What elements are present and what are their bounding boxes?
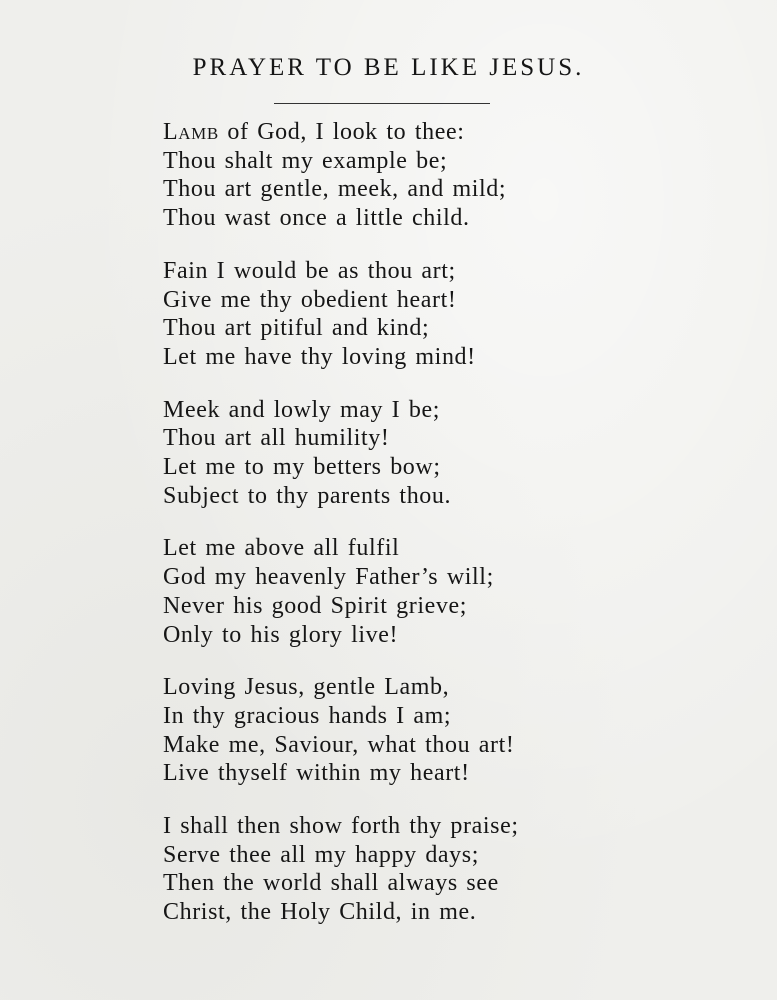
- poem-line: Loving Jesus, gentle Lamb,: [163, 674, 450, 701]
- poem-line: Let me above all fulfil: [163, 535, 400, 562]
- poem-line: I shall then show forth thy praise;: [163, 813, 519, 840]
- poem-line: [163, 118, 723, 147]
- poem-line: Thou art pitiful and kind;: [163, 315, 430, 342]
- poem-line: Give me thy obedient heart!: [163, 286, 457, 313]
- stanza-3: [163, 396, 723, 511]
- poem-line: Make me, Saviour, what thou art!: [163, 731, 515, 758]
- stanza-1: [163, 118, 723, 233]
- poem-line: Live thyself within my heart!: [163, 760, 470, 787]
- poem-line: God my heavenly Father’s will;: [163, 564, 494, 591]
- poem-line: Only to his glory live!: [163, 621, 399, 648]
- stanza-2: [163, 257, 723, 372]
- poem-line: Serve thee all my happy days;: [163, 841, 479, 868]
- line-text: of God, I look to thee:: [218, 119, 465, 145]
- poem-line: Subject to thy parents thou.: [163, 482, 452, 509]
- small-caps-lead-word: Lamb: [163, 119, 219, 145]
- poem-line: Thou shalt my example be;: [163, 147, 448, 174]
- poem-line: Then the world shall always see: [163, 870, 499, 897]
- stanza-4: [163, 534, 723, 649]
- stanza-5: [163, 673, 723, 788]
- poem-line: Never his good Spirit grieve;: [163, 592, 468, 619]
- stanza-6: [163, 812, 723, 927]
- poem-line: Let me to my betters bow;: [163, 454, 441, 481]
- poem-line: Meek and lowly may I be;: [163, 396, 440, 423]
- poem-body: [163, 118, 723, 951]
- poem-title: PRAYER TO BE LIKE JESUS.: [192, 54, 585, 81]
- poem-line: Thou art all humility!: [163, 425, 390, 452]
- poem-line: Christ, the Holy Child, in me.: [163, 899, 477, 926]
- poem-line: Let me have thy loving mind!: [163, 343, 476, 370]
- poem-line: Thou art gentle, meek, and mild;: [163, 176, 507, 203]
- poem-line: Thou wast once a little child.: [163, 205, 470, 232]
- title-divider-rule: [274, 103, 490, 104]
- poem-line: Fain I would be as thou art;: [163, 257, 456, 284]
- poem-line: In thy gracious hands I am;: [163, 702, 452, 729]
